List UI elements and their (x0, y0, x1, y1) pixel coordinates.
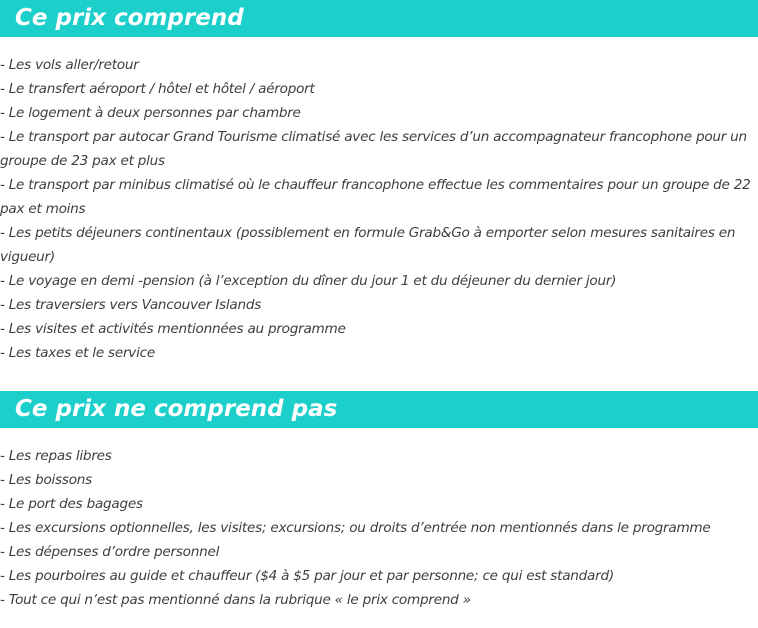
included-item: - Les petits déjeuners continentaux (possiblement en formule Grab&Go à emporter selon mesures sanitaires en vigueur) (0, 225, 736, 265)
excluded-section-title: Ce prix ne comprend pas (0, 391, 758, 428)
excluded-item: - Les dépenses d’ordre personnel (0, 544, 220, 560)
excluded-item: - Tout ce qui n’est pas mentionné dans la rubrique « le prix comprend » (0, 592, 471, 608)
included-item: - Les visites et activités mentionnées au programme (0, 321, 346, 337)
included-item: - Les vols aller/retour (0, 57, 139, 73)
included-list (0, 53, 758, 365)
included-item: - Les traversiers vers Vancouver Islands (0, 297, 262, 313)
excluded-item: - Les excursions optionnelles, les visites; excursions; ou droits d’entrée non mentionnés dans le programme (0, 520, 711, 536)
excluded-item: - Les boissons (0, 472, 92, 488)
included-item: - Le transport par minibus climatisé où le chauffeur francophone effectue les commentaires pour un groupe de 22 pax et moins (0, 177, 751, 217)
excluded-item: - Les repas libres (0, 448, 112, 464)
excluded-item: - Le port des bagages (0, 496, 143, 512)
included-item: - Le logement à deux personnes par chambre (0, 105, 301, 121)
included-section-title: Ce prix comprend (0, 0, 758, 37)
excluded-item: - Les pourboires au guide et chauffeur ($4 à $5 par jour et par personne; ce qui est standard) (0, 568, 614, 584)
included-item: - Le transfert aéroport / hôtel et hôtel / aéroport (0, 81, 315, 97)
included-item: - Le voyage en demi -pension (à l’exception du dîner du jour 1 et du déjeuner du dernier jour) (0, 273, 617, 289)
included-item: - Les taxes et le service (0, 345, 155, 361)
excluded-list (0, 444, 758, 612)
included-item: - Le transport par autocar Grand Tourisme climatisé avec les services d’un accompagnateur francophone pour un groupe de 23 pax et plus (0, 129, 747, 169)
